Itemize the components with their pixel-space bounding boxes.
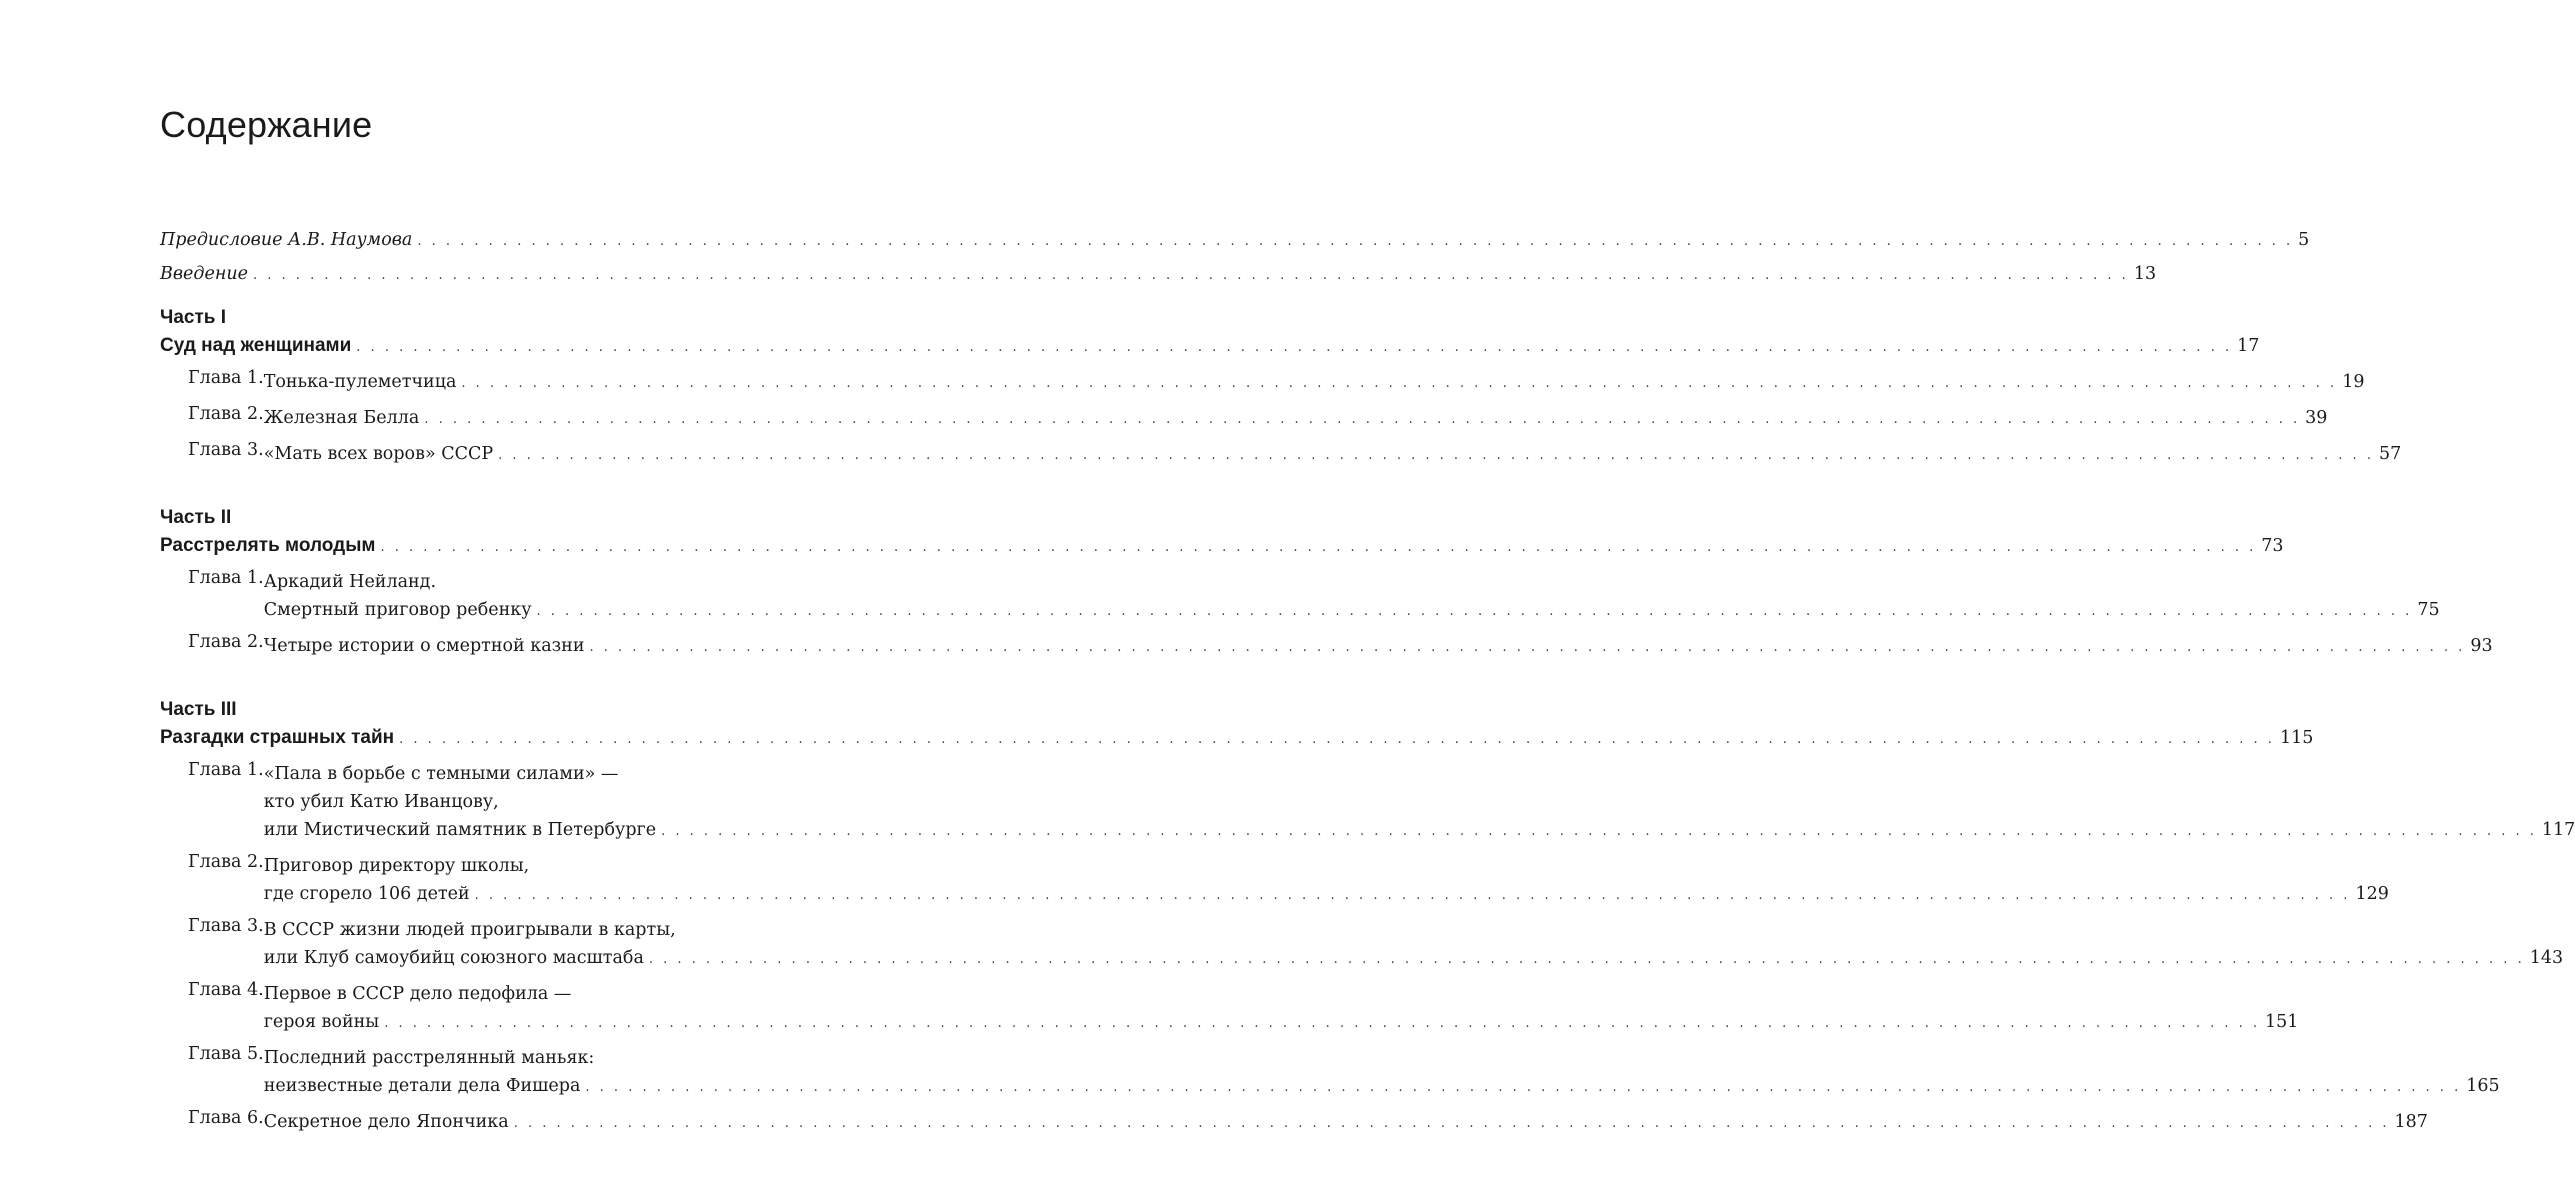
chapter-entry[interactable]	[160, 1108, 2428, 1138]
chapter-body	[264, 1044, 2500, 1102]
parts-list	[160, 304, 2575, 1138]
entry-title: Введение	[160, 264, 249, 284]
chapter-last-line	[264, 880, 2389, 910]
chapter-entry[interactable]	[160, 568, 2440, 626]
chapter-entry[interactable]	[160, 404, 2328, 434]
chapter-title: Четыре истории о смертной казни	[263, 636, 585, 656]
chapter-last-line	[264, 944, 2563, 974]
chapter-title: Секретное дело Япончика	[263, 1112, 509, 1132]
dot-leader	[590, 634, 2466, 662]
page-number: 17	[2237, 336, 2260, 356]
dot-leader	[461, 370, 2337, 398]
toc-entry-preface[interactable]	[160, 226, 2310, 256]
chapter-title: Тонька-пулеметчица	[263, 372, 457, 392]
chapter-entry[interactable]	[160, 760, 2575, 846]
page-number: 93	[2470, 636, 2493, 656]
chapter-body	[264, 1108, 2428, 1138]
dot-leader	[498, 442, 2374, 470]
chapter-body	[264, 760, 2575, 846]
chapter-title-line: Аркадий Нейланд.	[263, 572, 437, 592]
page-title: Содержание	[160, 104, 373, 145]
chapter-body	[264, 632, 2493, 662]
dot-leader	[384, 1010, 2260, 1038]
dot-leader	[649, 946, 2525, 974]
chapter-title-line: В СССР жизни людей проигрывали в карты,	[263, 920, 676, 940]
part-section	[160, 696, 2575, 1138]
part-section	[160, 504, 2493, 662]
chapter-title: или Клуб самоубийц союзного масштаба	[263, 948, 644, 968]
chapter-list	[160, 568, 2493, 662]
chapter-last-line	[264, 1072, 2500, 1102]
page-number: 115	[2279, 728, 2314, 748]
chapter-body	[264, 568, 2440, 626]
dot-leader	[380, 534, 2256, 562]
chapter-list	[160, 760, 2575, 1138]
chapter-label: Глава 4.	[188, 980, 264, 1000]
chapter-title: или Мистический памятник в Петербурге	[263, 820, 657, 840]
chapter-label: Глава 3.	[188, 440, 264, 460]
chapter-last-line	[264, 368, 2365, 398]
chapter-entry[interactable]	[160, 852, 2389, 910]
chapter-title-line: кто убил Катю Иванцову,	[263, 792, 499, 812]
chapter-title-line: Приговор директору школы,	[263, 856, 530, 876]
chapter-list	[160, 368, 2402, 470]
chapter-label: Глава 1.	[188, 568, 264, 588]
part-title: Суд над женщинами	[160, 335, 352, 356]
page-number: 117	[2541, 820, 2575, 840]
chapter-title: неизвестные детали дела Фишера	[263, 1076, 581, 1096]
chapter-body	[264, 404, 2328, 434]
chapter-last-line	[264, 404, 2328, 434]
dot-leader	[537, 598, 2413, 626]
part-title-entry[interactable]	[160, 532, 2284, 562]
page-number: 187	[2394, 1112, 2428, 1132]
page-number: 143	[2529, 948, 2564, 968]
chapter-last-line	[264, 632, 2493, 662]
chapter-entry[interactable]	[160, 916, 2564, 974]
chapter-label: Глава 2.	[188, 852, 264, 872]
part-section	[160, 304, 2402, 470]
chapter-title: где сгорело 106 детей	[263, 884, 470, 904]
page-number: 39	[2305, 408, 2328, 428]
page-number: 151	[2265, 1012, 2299, 1032]
chapter-entry[interactable]	[160, 368, 2365, 398]
table-of-contents	[160, 226, 2575, 1138]
chapter-last-line	[264, 816, 2575, 846]
chapter-last-line	[264, 1108, 2428, 1138]
toc-entry-introduction[interactable]	[160, 260, 2157, 290]
chapter-title-line: Первое в СССР дело педофила —	[263, 984, 572, 1004]
part-title: Расстрелять молодым	[160, 535, 376, 556]
chapter-entry[interactable]	[160, 632, 2493, 662]
part-label: Часть III	[160, 699, 237, 720]
page-number: 5	[2298, 230, 2310, 250]
chapter-title: Железная Белла	[263, 408, 420, 428]
page-number: 57	[2378, 444, 2402, 464]
chapter-body	[264, 368, 2365, 398]
chapter-entry[interactable]	[160, 1044, 2500, 1102]
chapter-body	[264, 852, 2389, 910]
chapter-label: Глава 2.	[188, 632, 264, 652]
chapter-label: Глава 6.	[188, 1108, 264, 1128]
dot-leader	[417, 228, 2293, 256]
chapter-label: Глава 1.	[188, 760, 264, 780]
page-number: 73	[2261, 536, 2284, 556]
part-title-entry[interactable]	[160, 724, 2314, 754]
page-number: 19	[2342, 372, 2365, 392]
chapter-title: Смертный приговор ребенку	[263, 600, 532, 620]
chapter-body	[264, 440, 2402, 470]
chapter-entry[interactable]	[160, 980, 2299, 1038]
page-number: 75	[2417, 600, 2440, 620]
dot-leader	[356, 334, 2232, 362]
chapter-title-line: «Пала в борьбе с темными силами» —	[263, 764, 619, 784]
part-label: Часть I	[160, 307, 227, 328]
page-number: 129	[2355, 884, 2389, 904]
page-number: 13	[2133, 264, 2157, 284]
dot-leader	[514, 1110, 2390, 1138]
part-label: Часть II	[160, 507, 232, 528]
chapter-label: Глава 3.	[188, 916, 264, 936]
chapter-body	[264, 980, 2299, 1038]
chapter-label: Глава 5.	[188, 1044, 264, 1064]
chapter-label: Глава 2.	[188, 404, 264, 424]
part-title: Разгадки страшных тайн	[160, 727, 395, 748]
page-number: 165	[2466, 1076, 2500, 1096]
chapter-last-line	[264, 440, 2402, 470]
chapter-last-line	[264, 1008, 2299, 1038]
chapter-title: героя войны	[263, 1012, 380, 1032]
dot-leader	[253, 262, 2129, 290]
chapter-last-line	[264, 596, 2440, 626]
dot-leader	[475, 882, 2351, 910]
chapter-label: Глава 1.	[188, 368, 264, 388]
chapter-title-line: Последний расстрелянный маньяк:	[263, 1048, 595, 1068]
chapter-title: «Мать всех воров» СССР	[263, 444, 494, 464]
entry-title: Предисловие А.В. Наумова	[160, 230, 413, 250]
chapter-entry[interactable]	[160, 440, 2402, 470]
dot-leader	[399, 726, 2275, 754]
dot-leader	[424, 406, 2300, 434]
dot-leader	[585, 1074, 2461, 1102]
dot-leader	[661, 818, 2537, 846]
chapter-body	[264, 916, 2563, 974]
part-title-entry[interactable]	[160, 332, 2260, 362]
